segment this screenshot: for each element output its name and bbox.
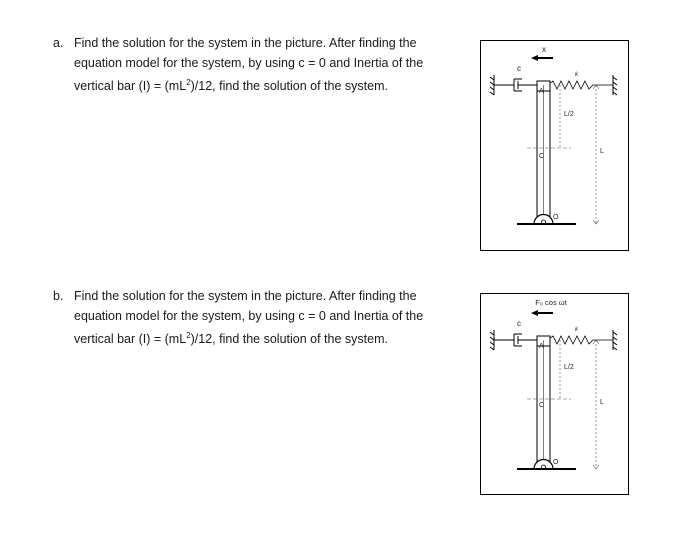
superscript: 2 [186,78,191,87]
spring-label: k [575,327,578,333]
force-label: F₀ cos ωt [535,298,567,307]
point-a-label: A [539,88,544,95]
problem-letter: a. [53,36,64,50]
half-length-label: L/2 [564,111,574,118]
point-o-label: O [553,214,559,221]
length-label: L [600,399,604,406]
problem-text-main: Find the solution for the system in the picture. After finding the equation model for the system, by using c = 0 and Inertia of the vertical bar (I) = (mL [74,36,424,94]
force-arrow-icon [531,310,553,316]
figure-a [480,40,629,251]
right-wall-icon [613,330,617,350]
problem-text [74,286,453,349]
left-wall-icon [490,330,494,350]
figure-b [480,293,629,495]
superscript: 2 [186,331,191,340]
problem-letter: b. [53,289,64,303]
spring-icon [548,336,613,344]
left-wall-icon [490,75,494,95]
damper-icon [494,334,537,346]
problem-text [74,33,453,96]
problem-a [53,33,453,96]
damper-label: c [517,319,521,328]
point-c-label: C [539,153,545,160]
point-c-label: C [539,402,545,409]
spring-label: k [575,72,578,78]
diagram-a [481,41,628,250]
point-a-label: A [539,343,544,350]
length-label: L [600,148,604,155]
right-wall-icon [613,75,617,95]
force-label: x [542,45,546,54]
force-arrow-icon [531,55,553,61]
damper-icon [494,79,537,91]
spring-icon [548,81,613,89]
problem-text-main: Find the solution for the system in the picture. After finding the equation model for the system, by using c = 0 and Inertia of the vertical bar (I) = (mL [74,289,424,347]
diagram-b [481,294,628,494]
problem-b [53,286,453,349]
half-length-label: L/2 [564,364,574,371]
problem-text-end: )/12, find the solution of the system. [190,332,388,347]
problem-text-end: )/12, find the solution of the system. [190,79,388,94]
point-o-label: O [553,459,559,466]
damper-label: c [517,64,521,73]
